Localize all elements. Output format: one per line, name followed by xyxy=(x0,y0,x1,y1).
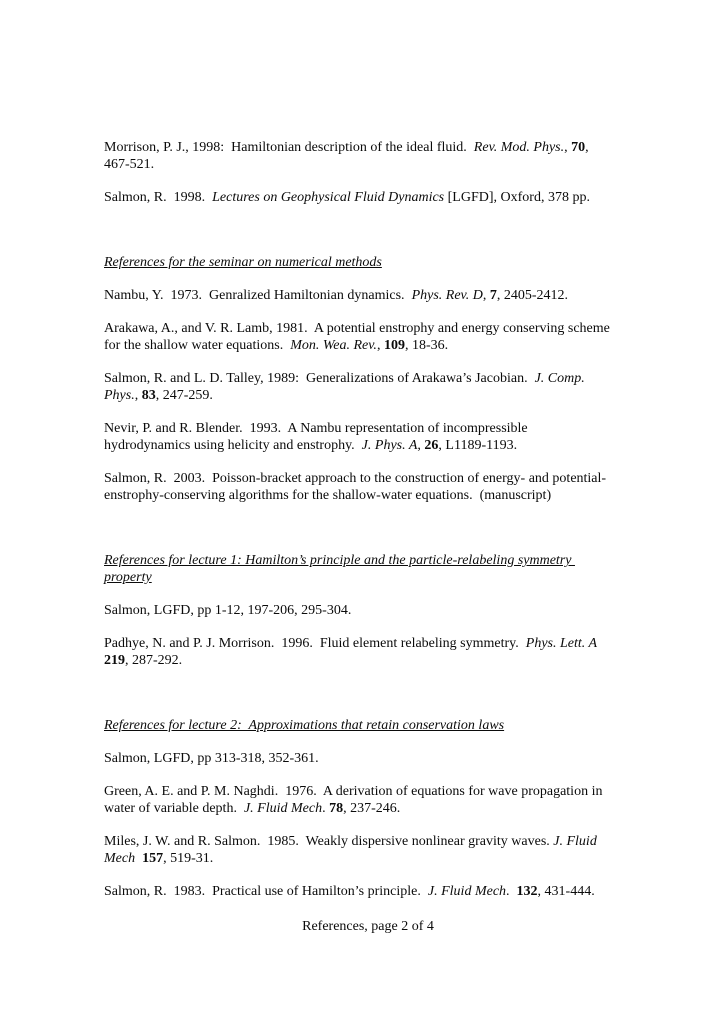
reference-text-segment: Phys. Lett. A xyxy=(525,636,598,651)
reference-text-segment: , 431-444. xyxy=(537,884,595,899)
reference-section xyxy=(104,222,612,504)
reference-text-segment: , 467-521. xyxy=(104,140,593,172)
reference-text-segment: Salmon, LGFD, pp 1-12, 197-206, 295-304. xyxy=(104,603,352,618)
reference-item xyxy=(104,750,612,767)
reference-text-segment: Lectures on Geophysical Fluid Dynamics xyxy=(212,190,445,205)
reference-text-segment: 70 xyxy=(571,140,586,155)
references-content xyxy=(104,139,612,916)
page-footer: References, page 2 of 4 xyxy=(302,919,434,934)
section-heading: References for lecture 2: Approximations that retain conservation laws xyxy=(104,718,505,733)
reference-text-segment: 26 xyxy=(424,438,439,453)
reference-text-segment: J. Fluid Mech xyxy=(243,801,323,816)
reference-item xyxy=(104,320,612,354)
reference-section xyxy=(104,139,612,206)
reference-item xyxy=(104,783,612,817)
reference-text-segment: J. Comp. Phys. xyxy=(104,371,589,403)
reference-item xyxy=(104,470,612,504)
reference-text-segment: . xyxy=(506,884,517,899)
reference-text-segment: Green, A. E. and P. M. Naghdi. 1976. A derivation of equations for wave propagation in water of variable depth. xyxy=(104,784,606,816)
reference-text-segment: , 18-36. xyxy=(404,338,449,353)
reference-text-segment: , 2405-2412. xyxy=(496,288,568,303)
reference-item xyxy=(104,370,612,404)
reference-item xyxy=(104,189,612,206)
reference-text-segment: Salmon, LGFD, pp 313-318, 352-361. xyxy=(104,751,319,766)
reference-item xyxy=(104,833,612,867)
reference-text-segment: , xyxy=(564,140,572,155)
reference-text-segment: J. Fluid Mech xyxy=(104,834,601,866)
reference-item xyxy=(104,883,612,900)
reference-text-segment: 109 xyxy=(383,338,405,353)
reference-text-segment: Nevir, P. and R. Blender. 1993. A Nambu representation of incompressible hydrodynamics using helicity and enstrophy. xyxy=(104,421,532,453)
reference-text-segment: , xyxy=(134,388,142,403)
reference-text-segment: , 237-246. xyxy=(343,801,401,816)
reference-item xyxy=(104,420,612,454)
reference-text-segment xyxy=(597,636,601,651)
reference-text-segment: , xyxy=(376,338,384,353)
reference-text-segment: 83 xyxy=(141,388,156,403)
reference-item xyxy=(104,139,612,173)
reference-text-segment: Miles, J. W. and R. Salmon. 1985. Weakly dispersive nonlinear gravity waves. xyxy=(104,834,554,849)
reference-item xyxy=(104,602,612,619)
reference-text-segment: Morrison, P. J., 1998: Hamiltonian description of the ideal fluid. xyxy=(104,140,474,155)
reference-text-segment: , xyxy=(417,438,425,453)
reference-text-segment: , 247-259. xyxy=(155,388,213,403)
reference-text-segment: J. Phys. A xyxy=(361,438,418,453)
reference-text-segment: , L1189-1193. xyxy=(438,438,518,453)
reference-text-segment: 78 xyxy=(329,801,344,816)
reference-text-segment: Rev. Mod. Phys. xyxy=(473,140,565,155)
reference-section xyxy=(104,520,612,669)
reference-text-segment: 7 xyxy=(489,288,497,303)
reference-text-segment: Salmon, R. 1998. xyxy=(104,190,213,205)
reference-text-segment: 219 xyxy=(104,653,125,668)
reference-item xyxy=(104,287,612,304)
reference-text-segment: 157 xyxy=(142,851,164,866)
reference-text-segment: Padhye, N. and P. J. Morrison. 1996. Fluid element relabeling symmetry. xyxy=(104,636,526,651)
reference-text-segment: Phys. Rev. D xyxy=(411,288,483,303)
reference-text-segment: Salmon, R. 1983. Practical use of Hamilton’s principle. xyxy=(104,884,428,899)
reference-text-segment: Arakawa, A., and V. R. Lamb, 1981. A potential enstrophy and energy conserving scheme for the shallow water equations. xyxy=(104,321,614,353)
reference-item xyxy=(104,635,612,669)
reference-text-segment: , 519-31. xyxy=(163,851,214,866)
section-heading: References for the seminar on numerical methods xyxy=(104,255,382,270)
reference-text-segment: . xyxy=(322,801,330,816)
reference-text-segment: Salmon, R. and L. D. Talley, 1989: Generalizations of Arakawa’s Jacobian. xyxy=(104,371,535,386)
reference-text-segment: [LGFD], Oxford, 378 pp. xyxy=(444,190,590,205)
reference-text-segment: J. Fluid Mech xyxy=(427,884,507,899)
reference-text-segment: Mon. Wea. Rev. xyxy=(290,338,377,353)
reference-text-segment: , xyxy=(482,288,490,303)
reference-text-segment: Salmon, R. 2003. Poisson-bracket approach to the construction of energy- and potential-enstrophy-conserving algorithms for the shallow-water equations. (manuscript) xyxy=(104,471,607,503)
reference-text-segment: 132 xyxy=(516,884,538,899)
reference-section xyxy=(104,685,612,900)
reference-text-segment: Nambu, Y. 1973. Genralized Hamiltonian dynamics. xyxy=(104,288,412,303)
section-heading: References for lecture 1: Hamilton’s principle and the particle-relabeling symmetry property xyxy=(104,553,575,585)
reference-text-segment: , 287-292. xyxy=(125,653,183,668)
